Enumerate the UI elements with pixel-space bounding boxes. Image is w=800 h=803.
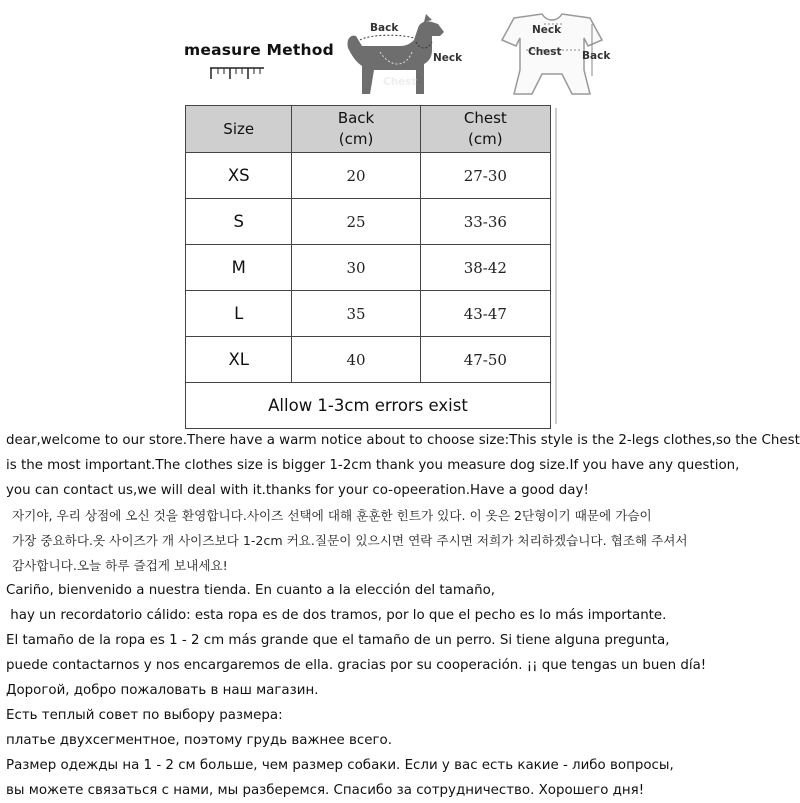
back-cell: 25 bbox=[292, 199, 420, 245]
size-cell: XL bbox=[186, 337, 292, 383]
notice-line: Cariño, bienvenido a nuestra tienda. En cuanto a la elección del tamaño, bbox=[6, 583, 496, 598]
table-row bbox=[186, 199, 551, 245]
size-cell: M bbox=[186, 245, 292, 291]
chest-cell: 38-42 bbox=[420, 245, 550, 291]
dog-chest-label: Chest bbox=[383, 76, 417, 88]
notice-line: you can contact us,we will deal with it.thanks for your co-opeeration.Have a good day! bbox=[6, 483, 589, 498]
english-notice bbox=[6, 428, 798, 503]
header-chest: Chest (cm) bbox=[420, 106, 550, 153]
dog-back-label: Back bbox=[370, 22, 399, 34]
notice-line: Есть теплый совет по выбору размера: bbox=[6, 708, 283, 723]
korean-notice bbox=[12, 503, 792, 578]
divider bbox=[555, 108, 557, 424]
chest-cell: 27-30 bbox=[420, 153, 550, 199]
back-cell: 30 bbox=[292, 245, 420, 291]
dog-neck-label: Neck bbox=[433, 52, 463, 64]
error-tolerance-note: Allow 1-3cm errors exist bbox=[186, 383, 551, 429]
notice-line: 자기야, 우리 상점에 오신 것을 환영합니다.사이즈 선택에 대해 훈훈한 힌트가 있다. 이 옷은 2단형이기 때문에 가슴이 bbox=[12, 508, 652, 523]
notice-line: 감사합니다.오늘 하루 즐겁게 보내세요! bbox=[12, 558, 228, 573]
table-row bbox=[186, 153, 551, 199]
russian-notice bbox=[6, 678, 798, 803]
measure-method-title: measure Method bbox=[184, 41, 334, 59]
table-row bbox=[186, 245, 551, 291]
notice-line: платье двухсегментное, поэтому грудь важнее всего. bbox=[6, 733, 393, 748]
shirt-back-label: Back bbox=[582, 50, 611, 62]
size-cell: L bbox=[186, 291, 292, 337]
table-note-row bbox=[186, 383, 551, 429]
size-cell: S bbox=[186, 199, 292, 245]
size-cell: XS bbox=[186, 153, 292, 199]
notice-line: is the most important.The clothes size is bigger 1-2cm thank you measure dog size.If you have any question, bbox=[6, 458, 740, 473]
back-cell: 35 bbox=[292, 291, 420, 337]
table-header-row bbox=[186, 106, 551, 153]
notice-line: hay un recordatorio cálido: esta ropa es de dos tramos, por lo que el pecho es lo más importante. bbox=[6, 608, 667, 623]
header-size: Size bbox=[186, 106, 292, 153]
measure-header bbox=[0, 0, 800, 105]
ruler-icon bbox=[209, 66, 269, 82]
notice-line: El tamaño de la ropa es 1 - 2 cm más grande que el tamaño de un perro. Si tiene alguna pregunta, bbox=[6, 633, 670, 648]
notice-line: puede contactarnos y nos encargaremos de ella. gracias por su cooperación. ¡¡ que tengas un buen día! bbox=[6, 658, 707, 673]
chest-cell: 47-50 bbox=[420, 337, 550, 383]
notice-line: dear,welcome to our store.There have a warm notice about to choose size:This style is the 2-legs clothes,so the Chest bbox=[6, 433, 800, 448]
size-chart-table bbox=[185, 105, 551, 429]
back-cell: 20 bbox=[292, 153, 420, 199]
notice-line: Размер одежды на 1 - 2 см больше, чем размер собаки. Если у вас есть какие - либо вопросы, bbox=[6, 758, 674, 773]
chest-cell: 43-47 bbox=[420, 291, 550, 337]
table-row bbox=[186, 337, 551, 383]
back-cell: 40 bbox=[292, 337, 420, 383]
notice-line: вы можете связаться с нами, мы разберемся. Спасибо за сотрудничество. Хорошего дня! bbox=[6, 783, 645, 798]
shirt-neck-label: Neck bbox=[532, 24, 562, 36]
notice-line: Дорогой, добро пожаловать в наш магазин. bbox=[6, 683, 319, 698]
notice-line: 가장 중요하다.옷 사이즈가 개 사이즈보다 1-2cm 커요.질문이 있으시면 연락 주시면 저희가 처리하겠습니다. 협조해 주셔서 bbox=[12, 533, 688, 548]
chest-cell: 33-36 bbox=[420, 199, 550, 245]
spanish-notice bbox=[6, 578, 798, 678]
table-row bbox=[186, 291, 551, 337]
shirt-chest-label: Chest bbox=[528, 46, 562, 58]
header-back: Back (cm) bbox=[292, 106, 420, 153]
